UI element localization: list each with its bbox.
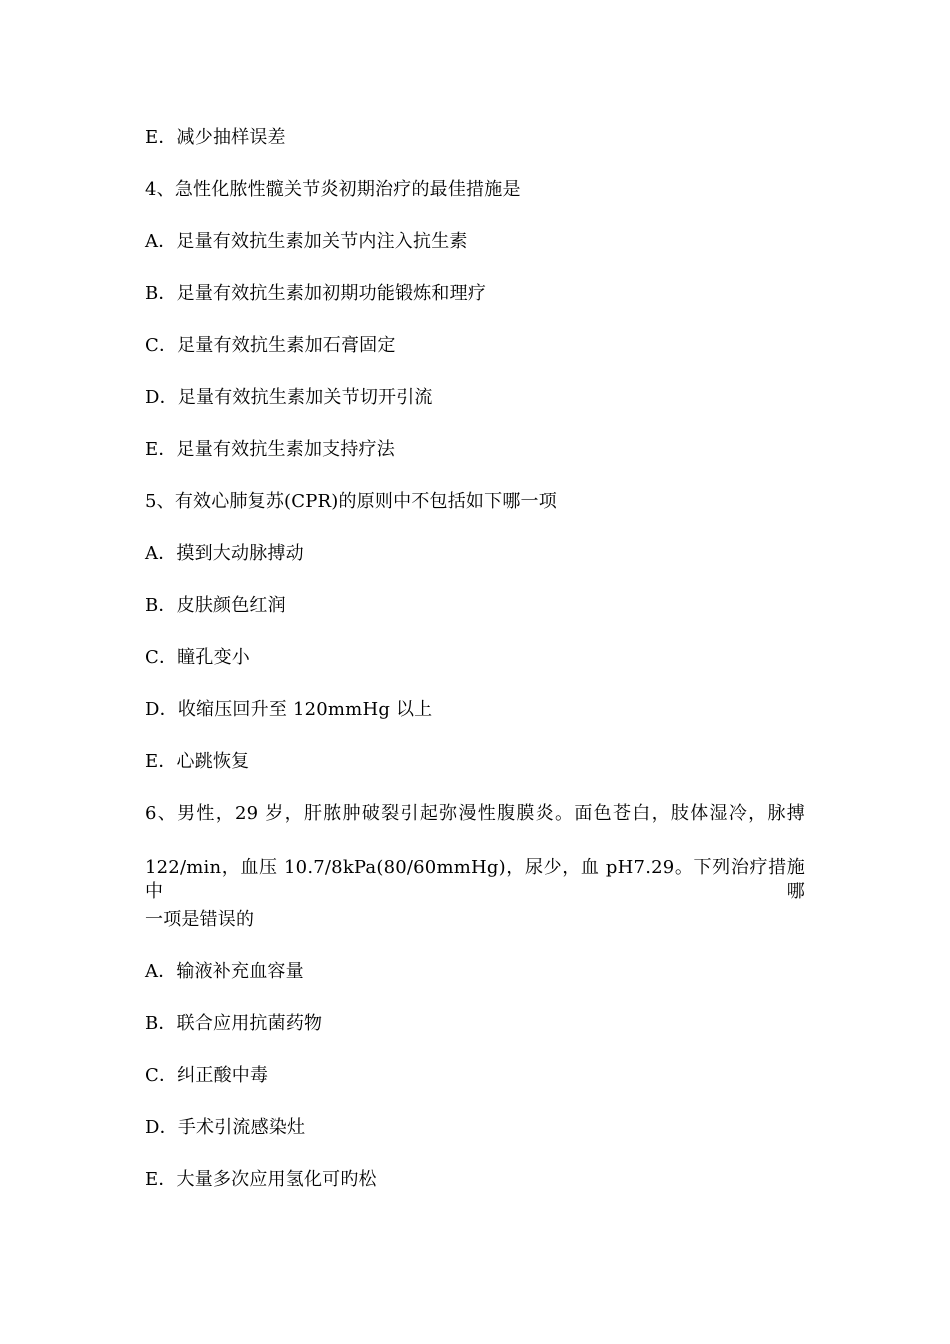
option-e-q4: E．足量有效抗生素加支持疗法	[145, 439, 395, 460]
option-b-q4: B．足量有效抗生素加初期功能锻炼和理疗	[145, 283, 487, 304]
option-e-q3: E．减少抽样误差	[145, 127, 286, 148]
option-d-q4: D．足量有效抗生素加关节切开引流	[145, 387, 433, 408]
option-c-q4: C．足量有效抗生素加石膏固定	[145, 335, 396, 356]
option-a-q6: A．输液补充血容量	[145, 961, 304, 982]
option-b-q6: B．联合应用抗菌药物	[145, 1013, 323, 1034]
question-4: 4、急性化脓性髋关节炎初期治疗的最佳措施是	[145, 179, 521, 200]
option-a-q5: A．摸到大动脉搏动	[145, 543, 304, 564]
option-d-q6: D．手术引流感染灶	[145, 1117, 306, 1138]
option-a-q4: A．足量有效抗生素加关节内注入抗生素	[145, 231, 468, 252]
option-e-q5: E．心跳恢复	[145, 751, 250, 772]
question-6-line-1: 6、男性，29 岁，肝脓肿破裂引起弥漫性腹膜炎。面色苍白，肢体湿冷，脉搏	[145, 803, 805, 824]
question-6-line-2: 122/min，血压 10.7/8kPa(80/60mmHg)，尿少，血 pH7.29。下列治疗措施中哪	[145, 857, 805, 902]
question-6-line-3: 一项是错误的	[145, 909, 255, 930]
option-e-q6: E．大量多次应用氢化可旳松	[145, 1169, 377, 1190]
option-b-q5: B．皮肤颜色红润	[145, 595, 286, 616]
question-5: 5、有效心肺复苏(CPR)的原则中不包括如下哪一项	[145, 491, 557, 512]
option-c-q6: C．纠正酸中毒	[145, 1065, 269, 1086]
option-c-q5: C．瞳孔变小	[145, 647, 250, 668]
option-d-q5: D．收缩压回升至 120mmHg 以上	[145, 699, 433, 720]
